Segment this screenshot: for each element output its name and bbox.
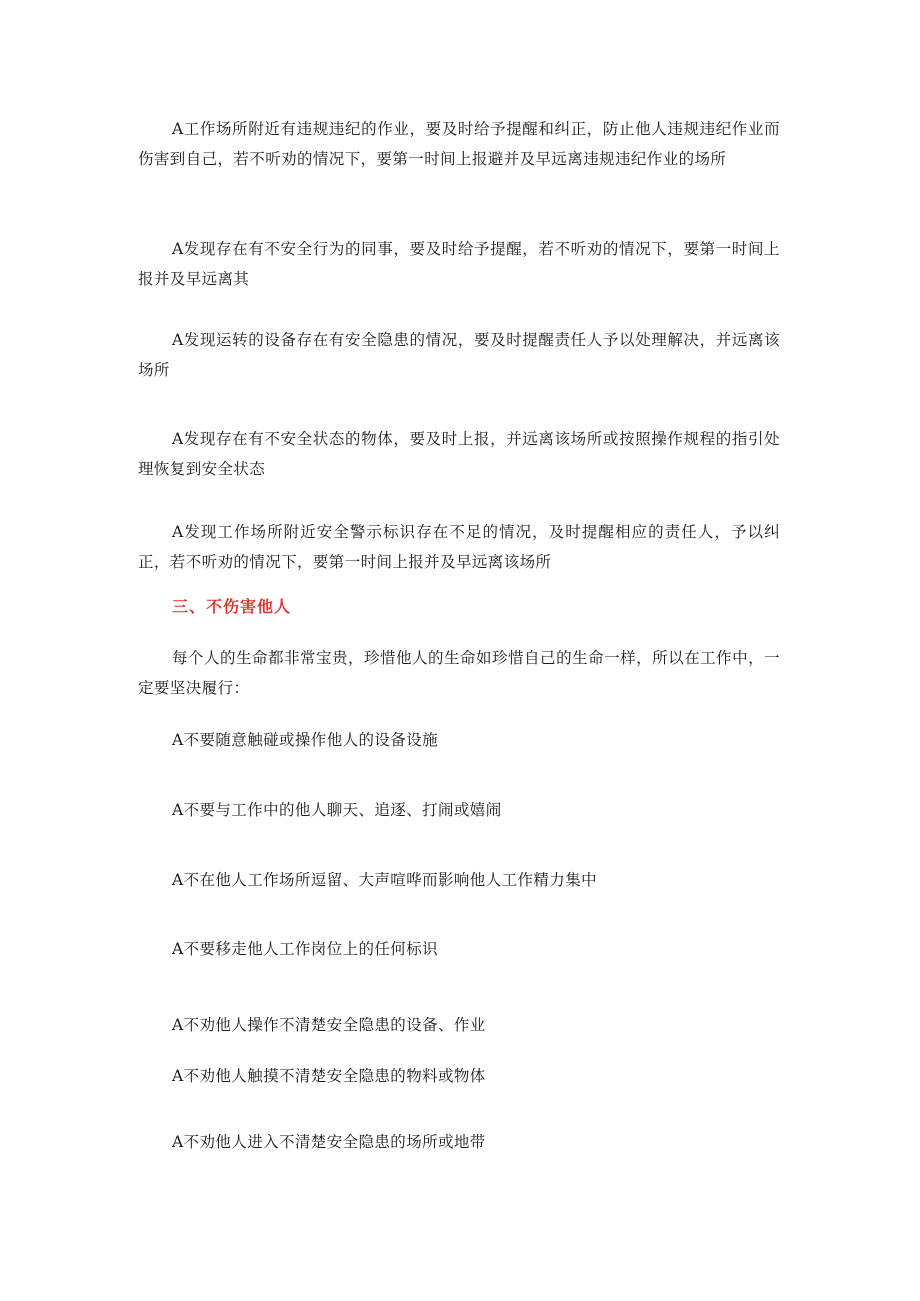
paragraph-item: A发现存在有不安全行为的同事，要及时给予提醒，若不听劝的情况下，要第一时间上报并及早远离其 bbox=[138, 240, 780, 288]
section-intro: 每个人的生命都非常宝贵，珍惜他人的生命如珍惜自己的生命一样，所以在工作中，一定要坚决履行： bbox=[138, 649, 780, 697]
list-item: A不要与工作中的他人聊天、追逐、打闹或嬉闹 bbox=[172, 801, 502, 819]
list-item: A不要随意触碰或操作他人的设备设施 bbox=[172, 731, 438, 749]
paragraph-item: A发现运转的设备存在有安全隐患的情况，要及时提醒责任人予以处理解决，并远离该场所 bbox=[138, 331, 780, 379]
paragraph-item: A发现存在有不安全状态的物体，要及时上报，并远离该场所或按照操作规程的指引处理恢复到安全状态 bbox=[138, 430, 780, 478]
paragraph-item: A工作场所附近有违规违纪的作业，要及时给予提醒和纠正，防止他人违规违纪作业而伤害到自己，若不听劝的情况下，要第一时间上报避并及早远离违规违纪作业的场所 bbox=[138, 120, 780, 168]
list-item: A不在他人工作场所逗留、大声喧哗而影响他人工作精力集中 bbox=[172, 871, 597, 889]
list-item: A不劝他人操作不清楚安全隐患的设备、作业 bbox=[172, 1016, 486, 1034]
paragraph-item: A发现工作场所附近安全警示标识存在不足的情况，及时提醒相应的责任人，予以纠正，若不听劝的情况下，要第一时间上报并及早远离该场所 bbox=[138, 523, 780, 571]
list-item: A不劝他人触摸不清楚安全隐患的物料或物体 bbox=[172, 1067, 486, 1085]
list-item: A不要移走他人工作岗位上的任何标识 bbox=[172, 940, 438, 958]
section-heading: 三、不伤害他人 bbox=[172, 597, 292, 616]
list-item: A不劝他人进入不清楚安全隐患的场所或地带 bbox=[172, 1133, 486, 1151]
